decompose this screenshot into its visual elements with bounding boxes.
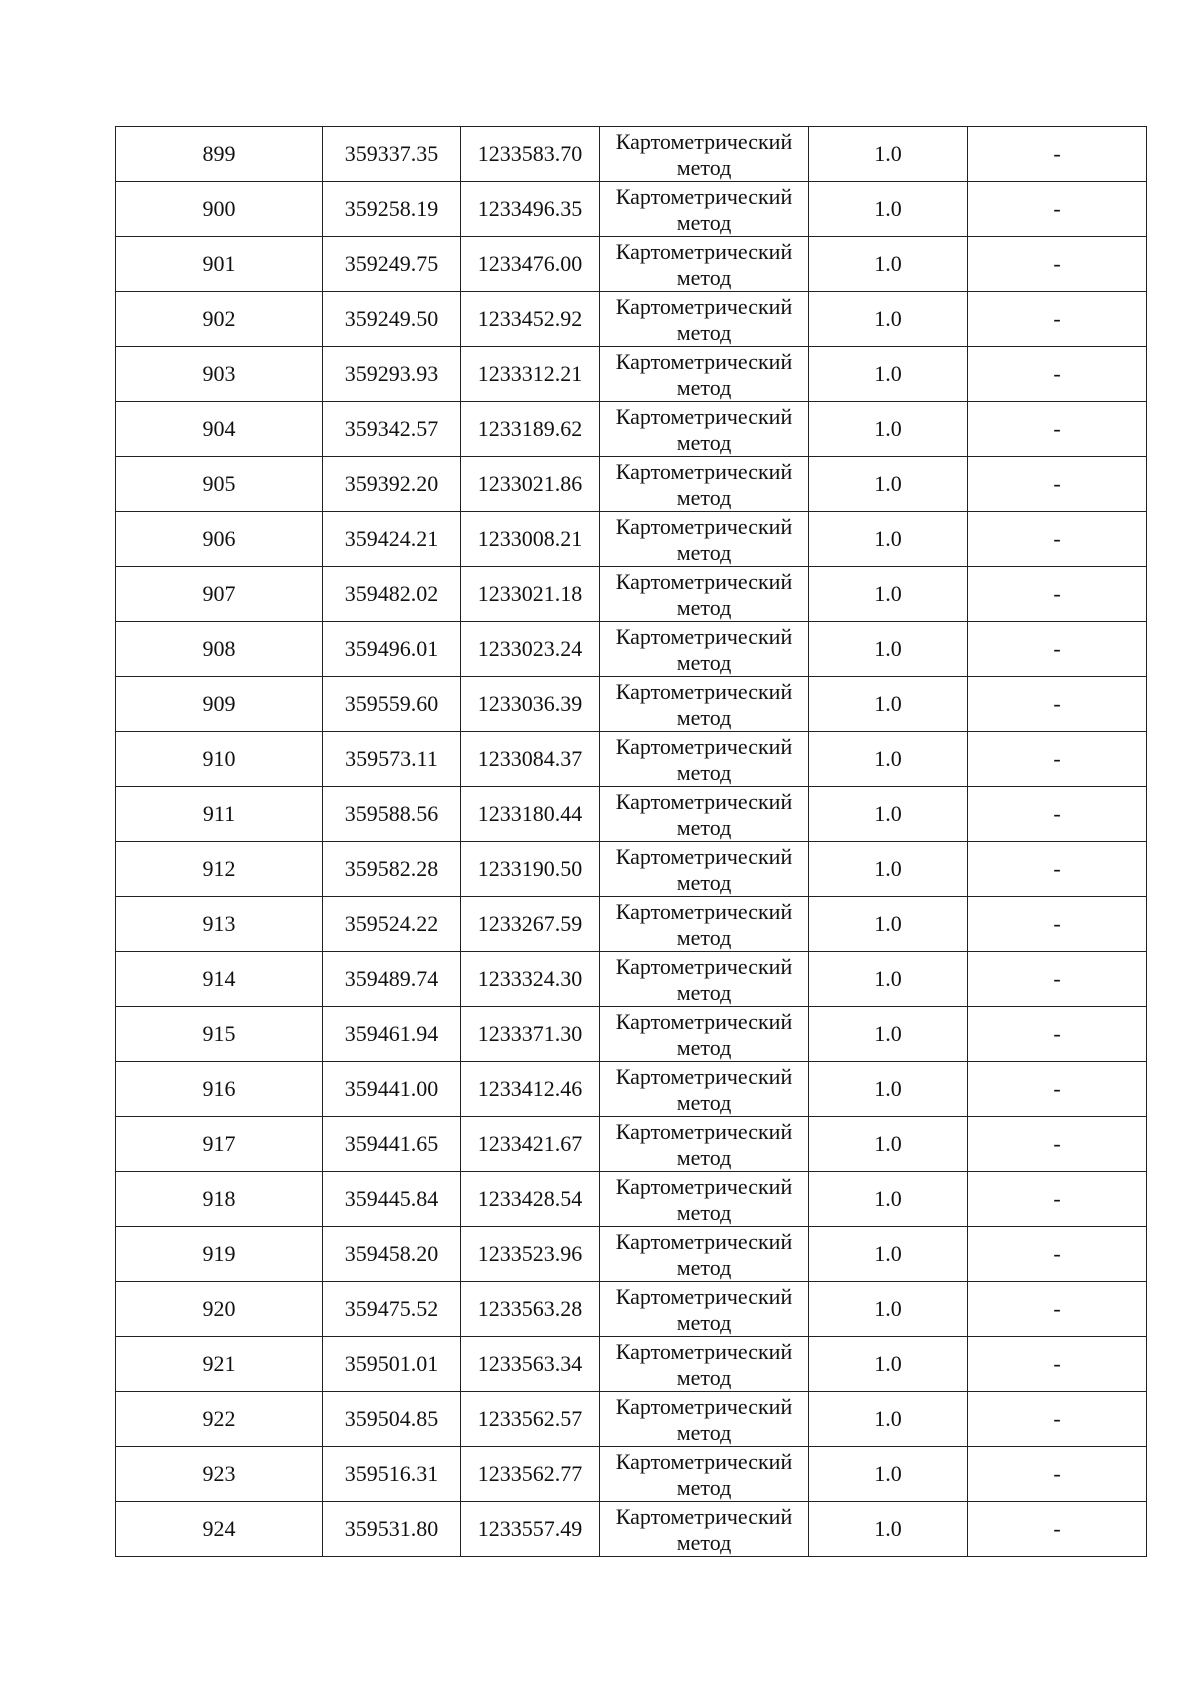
method-line-2: метод bbox=[676, 319, 732, 345]
accuracy-cell: 1.0 bbox=[809, 182, 968, 237]
x-coordinate-cell: 359524.22 bbox=[323, 897, 461, 952]
method-line-2: метод bbox=[676, 429, 732, 455]
note-cell: - bbox=[968, 567, 1147, 622]
method-line-1: Картометрический bbox=[615, 623, 793, 649]
x-coordinate-cell: 359458.20 bbox=[323, 1227, 461, 1282]
method-line-2: метод bbox=[676, 1254, 732, 1280]
note-cell: - bbox=[968, 127, 1147, 182]
method-line-1: Картометрический bbox=[615, 678, 793, 704]
accuracy-cell: 1.0 bbox=[809, 1172, 968, 1227]
method-line-1: Картометрический bbox=[615, 843, 793, 869]
x-coordinate-cell: 359573.11 bbox=[323, 732, 461, 787]
method-cell bbox=[600, 1007, 809, 1062]
note-cell: - bbox=[968, 237, 1147, 292]
accuracy-cell: 1.0 bbox=[809, 1392, 968, 1447]
method-cell bbox=[600, 512, 809, 567]
y-coordinate-cell: 1233021.86 bbox=[461, 457, 600, 512]
method-cell bbox=[600, 897, 809, 952]
accuracy-cell: 1.0 bbox=[809, 402, 968, 457]
accuracy-cell: 1.0 bbox=[809, 1282, 968, 1337]
table-row bbox=[116, 897, 1147, 952]
point-number-cell: 900 bbox=[116, 182, 323, 237]
table-row bbox=[116, 1282, 1147, 1337]
note-cell: - bbox=[968, 1502, 1147, 1557]
y-coordinate-cell: 1233008.21 bbox=[461, 512, 600, 567]
table-row bbox=[116, 402, 1147, 457]
method-line-1: Картометрический bbox=[615, 953, 793, 979]
point-number-cell: 903 bbox=[116, 347, 323, 402]
note-cell: - bbox=[968, 1172, 1147, 1227]
method-cell bbox=[600, 1117, 809, 1172]
point-number-cell: 901 bbox=[116, 237, 323, 292]
y-coordinate-cell: 1233562.77 bbox=[461, 1447, 600, 1502]
point-number-cell: 904 bbox=[116, 402, 323, 457]
x-coordinate-cell: 359496.01 bbox=[323, 622, 461, 677]
method-cell bbox=[600, 1282, 809, 1337]
y-coordinate-cell: 1233180.44 bbox=[461, 787, 600, 842]
method-line-2: метод bbox=[676, 1474, 732, 1500]
method-line-2: метод bbox=[676, 869, 732, 895]
point-number-cell: 906 bbox=[116, 512, 323, 567]
x-coordinate-cell: 359475.52 bbox=[323, 1282, 461, 1337]
method-line-2: метод bbox=[676, 1089, 732, 1115]
x-coordinate-cell: 359461.94 bbox=[323, 1007, 461, 1062]
accuracy-cell: 1.0 bbox=[809, 1007, 968, 1062]
method-line-2: метод bbox=[676, 1199, 732, 1225]
method-line-1: Картометрический bbox=[615, 1448, 793, 1474]
table-row bbox=[116, 512, 1147, 567]
method-cell bbox=[600, 1172, 809, 1227]
method-line-1: Картометрический bbox=[615, 1393, 793, 1419]
point-number-cell: 918 bbox=[116, 1172, 323, 1227]
x-coordinate-cell: 359293.93 bbox=[323, 347, 461, 402]
method-line-2: метод bbox=[676, 649, 732, 675]
method-line-1: Картометрический bbox=[615, 1118, 793, 1144]
y-coordinate-cell: 1233371.30 bbox=[461, 1007, 600, 1062]
method-cell bbox=[600, 237, 809, 292]
method-cell bbox=[600, 1447, 809, 1502]
method-line-2: метод bbox=[676, 704, 732, 730]
x-coordinate-cell: 359482.02 bbox=[323, 567, 461, 622]
method-line-2: метод bbox=[676, 1529, 732, 1555]
point-number-cell: 921 bbox=[116, 1337, 323, 1392]
accuracy-cell: 1.0 bbox=[809, 127, 968, 182]
method-cell bbox=[600, 677, 809, 732]
method-line-1: Картометрический bbox=[615, 1338, 793, 1364]
point-number-cell: 907 bbox=[116, 567, 323, 622]
x-coordinate-cell: 359258.19 bbox=[323, 182, 461, 237]
method-line-1: Картометрический bbox=[615, 238, 793, 264]
method-line-2: метод bbox=[676, 1144, 732, 1170]
y-coordinate-cell: 1233562.57 bbox=[461, 1392, 600, 1447]
method-line-1: Картометрический bbox=[615, 348, 793, 374]
method-line-1: Картометрический bbox=[615, 733, 793, 759]
method-cell bbox=[600, 1502, 809, 1557]
accuracy-cell: 1.0 bbox=[809, 842, 968, 897]
point-number-cell: 902 bbox=[116, 292, 323, 347]
method-line-2: метод bbox=[676, 539, 732, 565]
table-row bbox=[116, 787, 1147, 842]
table-row bbox=[116, 292, 1147, 347]
method-cell bbox=[600, 732, 809, 787]
method-line-2: метод bbox=[676, 594, 732, 620]
y-coordinate-cell: 1233496.35 bbox=[461, 182, 600, 237]
note-cell: - bbox=[968, 1062, 1147, 1117]
point-number-cell: 919 bbox=[116, 1227, 323, 1282]
table-row bbox=[116, 842, 1147, 897]
x-coordinate-cell: 359392.20 bbox=[323, 457, 461, 512]
method-line-2: метод bbox=[676, 1309, 732, 1335]
note-cell: - bbox=[968, 402, 1147, 457]
accuracy-cell: 1.0 bbox=[809, 292, 968, 347]
table-row bbox=[116, 127, 1147, 182]
method-line-1: Картометрический bbox=[615, 1063, 793, 1089]
table-row bbox=[116, 622, 1147, 677]
table-row bbox=[116, 1502, 1147, 1557]
table-row bbox=[116, 182, 1147, 237]
method-line-2: метод bbox=[676, 209, 732, 235]
table-row bbox=[116, 952, 1147, 1007]
point-number-cell: 910 bbox=[116, 732, 323, 787]
table-row bbox=[116, 457, 1147, 512]
x-coordinate-cell: 359516.31 bbox=[323, 1447, 461, 1502]
method-line-1: Картометрический bbox=[615, 1228, 793, 1254]
method-line-2: метод bbox=[676, 1034, 732, 1060]
coordinates-table-body bbox=[116, 127, 1147, 1557]
x-coordinate-cell: 359582.28 bbox=[323, 842, 461, 897]
table-row bbox=[116, 347, 1147, 402]
x-coordinate-cell: 359441.00 bbox=[323, 1062, 461, 1117]
method-cell bbox=[600, 842, 809, 897]
y-coordinate-cell: 1233452.92 bbox=[461, 292, 600, 347]
accuracy-cell: 1.0 bbox=[809, 677, 968, 732]
method-line-2: метод bbox=[676, 924, 732, 950]
method-cell bbox=[600, 567, 809, 622]
accuracy-cell: 1.0 bbox=[809, 1502, 968, 1557]
x-coordinate-cell: 359531.80 bbox=[323, 1502, 461, 1557]
point-number-cell: 913 bbox=[116, 897, 323, 952]
y-coordinate-cell: 1233583.70 bbox=[461, 127, 600, 182]
accuracy-cell: 1.0 bbox=[809, 732, 968, 787]
table-row bbox=[116, 1172, 1147, 1227]
y-coordinate-cell: 1233021.18 bbox=[461, 567, 600, 622]
point-number-cell: 923 bbox=[116, 1447, 323, 1502]
point-number-cell: 905 bbox=[116, 457, 323, 512]
note-cell: - bbox=[968, 1447, 1147, 1502]
x-coordinate-cell: 359559.60 bbox=[323, 677, 461, 732]
note-cell: - bbox=[968, 182, 1147, 237]
method-cell bbox=[600, 347, 809, 402]
method-cell bbox=[600, 402, 809, 457]
y-coordinate-cell: 1233421.67 bbox=[461, 1117, 600, 1172]
y-coordinate-cell: 1233084.37 bbox=[461, 732, 600, 787]
note-cell: - bbox=[968, 952, 1147, 1007]
y-coordinate-cell: 1233190.50 bbox=[461, 842, 600, 897]
method-cell bbox=[600, 457, 809, 512]
note-cell: - bbox=[968, 1337, 1147, 1392]
point-number-cell: 922 bbox=[116, 1392, 323, 1447]
method-line-1: Картометрический bbox=[615, 1008, 793, 1034]
x-coordinate-cell: 359445.84 bbox=[323, 1172, 461, 1227]
note-cell: - bbox=[968, 457, 1147, 512]
x-coordinate-cell: 359588.56 bbox=[323, 787, 461, 842]
method-line-2: метод bbox=[676, 979, 732, 1005]
accuracy-cell: 1.0 bbox=[809, 1227, 968, 1282]
note-cell: - bbox=[968, 1282, 1147, 1337]
point-number-cell: 915 bbox=[116, 1007, 323, 1062]
table-row bbox=[116, 1392, 1147, 1447]
method-line-1: Картометрический bbox=[615, 128, 793, 154]
accuracy-cell: 1.0 bbox=[809, 237, 968, 292]
method-cell bbox=[600, 952, 809, 1007]
x-coordinate-cell: 359424.21 bbox=[323, 512, 461, 567]
y-coordinate-cell: 1233312.21 bbox=[461, 347, 600, 402]
table-row bbox=[116, 1117, 1147, 1172]
point-number-cell: 909 bbox=[116, 677, 323, 732]
method-cell bbox=[600, 182, 809, 237]
y-coordinate-cell: 1233563.34 bbox=[461, 1337, 600, 1392]
method-cell bbox=[600, 787, 809, 842]
table-row bbox=[116, 1062, 1147, 1117]
method-line-1: Картометрический bbox=[615, 1173, 793, 1199]
method-line-2: метод bbox=[676, 374, 732, 400]
accuracy-cell: 1.0 bbox=[809, 1337, 968, 1392]
note-cell: - bbox=[968, 787, 1147, 842]
point-number-cell: 924 bbox=[116, 1502, 323, 1557]
note-cell: - bbox=[968, 897, 1147, 952]
note-cell: - bbox=[968, 347, 1147, 402]
note-cell: - bbox=[968, 1117, 1147, 1172]
table-row bbox=[116, 1447, 1147, 1502]
y-coordinate-cell: 1233267.59 bbox=[461, 897, 600, 952]
accuracy-cell: 1.0 bbox=[809, 567, 968, 622]
accuracy-cell: 1.0 bbox=[809, 512, 968, 567]
method-cell bbox=[600, 622, 809, 677]
y-coordinate-cell: 1233476.00 bbox=[461, 237, 600, 292]
x-coordinate-cell: 359249.75 bbox=[323, 237, 461, 292]
table-row bbox=[116, 237, 1147, 292]
note-cell: - bbox=[968, 842, 1147, 897]
method-line-1: Картометрический bbox=[615, 1503, 793, 1529]
method-line-1: Картометрический bbox=[615, 1283, 793, 1309]
method-line-2: метод bbox=[676, 264, 732, 290]
method-line-1: Картометрический bbox=[615, 568, 793, 594]
point-number-cell: 899 bbox=[116, 127, 323, 182]
x-coordinate-cell: 359504.85 bbox=[323, 1392, 461, 1447]
method-cell bbox=[600, 292, 809, 347]
y-coordinate-cell: 1233036.39 bbox=[461, 677, 600, 732]
y-coordinate-cell: 1233563.28 bbox=[461, 1282, 600, 1337]
accuracy-cell: 1.0 bbox=[809, 787, 968, 842]
note-cell: - bbox=[968, 1227, 1147, 1282]
table-row bbox=[116, 1227, 1147, 1282]
point-number-cell: 911 bbox=[116, 787, 323, 842]
note-cell: - bbox=[968, 512, 1147, 567]
point-number-cell: 912 bbox=[116, 842, 323, 897]
y-coordinate-cell: 1233412.46 bbox=[461, 1062, 600, 1117]
accuracy-cell: 1.0 bbox=[809, 897, 968, 952]
method-line-2: метод bbox=[676, 1364, 732, 1390]
method-line-2: метод bbox=[676, 154, 732, 180]
method-cell bbox=[600, 127, 809, 182]
method-line-1: Картометрический bbox=[615, 293, 793, 319]
accuracy-cell: 1.0 bbox=[809, 622, 968, 677]
method-line-1: Картометрический bbox=[615, 458, 793, 484]
method-cell bbox=[600, 1392, 809, 1447]
y-coordinate-cell: 1233189.62 bbox=[461, 402, 600, 457]
point-number-cell: 908 bbox=[116, 622, 323, 677]
point-number-cell: 920 bbox=[116, 1282, 323, 1337]
method-cell bbox=[600, 1227, 809, 1282]
method-line-2: метод bbox=[676, 814, 732, 840]
note-cell: - bbox=[968, 292, 1147, 347]
note-cell: - bbox=[968, 732, 1147, 787]
table-row bbox=[116, 677, 1147, 732]
method-line-1: Картометрический bbox=[615, 898, 793, 924]
accuracy-cell: 1.0 bbox=[809, 1062, 968, 1117]
method-line-1: Картометрический bbox=[615, 788, 793, 814]
accuracy-cell: 1.0 bbox=[809, 952, 968, 1007]
x-coordinate-cell: 359342.57 bbox=[323, 402, 461, 457]
y-coordinate-cell: 1233023.24 bbox=[461, 622, 600, 677]
accuracy-cell: 1.0 bbox=[809, 1447, 968, 1502]
accuracy-cell: 1.0 bbox=[809, 457, 968, 512]
method-line-1: Картометрический bbox=[615, 513, 793, 539]
note-cell: - bbox=[968, 1007, 1147, 1062]
point-number-cell: 916 bbox=[116, 1062, 323, 1117]
method-cell bbox=[600, 1337, 809, 1392]
x-coordinate-cell: 359489.74 bbox=[323, 952, 461, 1007]
y-coordinate-cell: 1233523.96 bbox=[461, 1227, 600, 1282]
x-coordinate-cell: 359501.01 bbox=[323, 1337, 461, 1392]
point-number-cell: 914 bbox=[116, 952, 323, 1007]
x-coordinate-cell: 359441.65 bbox=[323, 1117, 461, 1172]
x-coordinate-cell: 359249.50 bbox=[323, 292, 461, 347]
y-coordinate-cell: 1233557.49 bbox=[461, 1502, 600, 1557]
table-row bbox=[116, 1337, 1147, 1392]
y-coordinate-cell: 1233324.30 bbox=[461, 952, 600, 1007]
method-line-1: Картометрический bbox=[615, 183, 793, 209]
note-cell: - bbox=[968, 677, 1147, 732]
accuracy-cell: 1.0 bbox=[809, 1117, 968, 1172]
accuracy-cell: 1.0 bbox=[809, 347, 968, 402]
method-line-2: метод bbox=[676, 484, 732, 510]
y-coordinate-cell: 1233428.54 bbox=[461, 1172, 600, 1227]
method-line-2: метод bbox=[676, 1419, 732, 1445]
table-row bbox=[116, 732, 1147, 787]
method-line-2: метод bbox=[676, 759, 732, 785]
x-coordinate-cell: 359337.35 bbox=[323, 127, 461, 182]
point-number-cell: 917 bbox=[116, 1117, 323, 1172]
note-cell: - bbox=[968, 622, 1147, 677]
method-line-1: Картометрический bbox=[615, 403, 793, 429]
note-cell: - bbox=[968, 1392, 1147, 1447]
coordinates-table bbox=[115, 126, 1147, 1557]
table-row bbox=[116, 1007, 1147, 1062]
table-row bbox=[116, 567, 1147, 622]
method-cell bbox=[600, 1062, 809, 1117]
